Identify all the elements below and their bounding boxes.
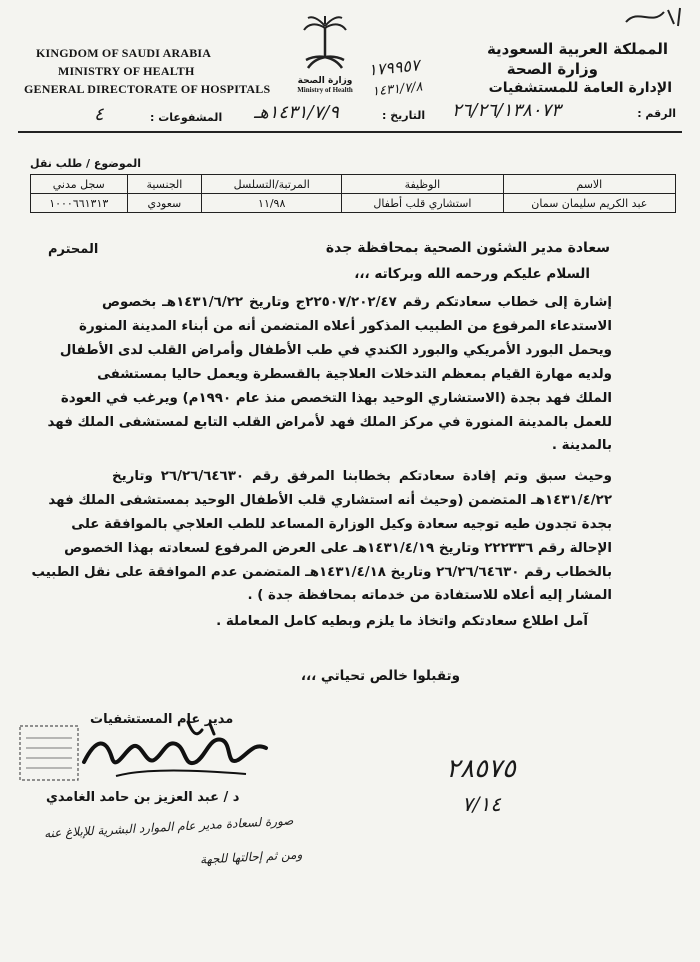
paragraph-1-line: الاستدعاء المرفوع من الطبيب المذكور أعلاه المتضمن أنه من أبناء المدينة المنورة	[79, 319, 612, 334]
header-ar-kingdom: المملكة العربية السعودية	[486, 40, 668, 58]
table-cell-civil-id: ١٠٠٠٦٦١٣١٣	[31, 194, 128, 213]
table-header-row	[31, 175, 676, 194]
paragraph-1-line: الملك فهد بجدة (الاستشاري الوحيد بهذا التخصص منذ عام ١٩٩٠م) ويرغب في العودة	[60, 391, 612, 406]
paragraph-3-line: آمل اطلاع سعادتكم واتخاذ ما يلزم وبطيه كامل المعاملة .	[216, 614, 588, 629]
attachments-label: المشفوعات :	[150, 111, 223, 124]
table-header-cell: المرتبة/التسلسل	[202, 175, 342, 194]
paragraph-1-line: إشارة إلى خطاب سعادتكم رقم ٢٢٥٠٧/٢٠٢/٤٧ج وتاريخ ١٤٣١/٦/٢٢هـ بخصوص	[102, 295, 612, 310]
logo-en-caption: Ministry of Health	[297, 86, 353, 94]
table-header-cell: الوظيفة	[342, 175, 504, 194]
table-cell-name: عبد الكريم سليمان سمان	[503, 194, 675, 213]
letter-greeting: السلام عليكم ورحمه الله وبركاته ،،،	[354, 266, 590, 282]
paragraph-1-line: ويحمل البورد الأمريكي والبورد الكندي في طب الأطفال وأمراض القلب لدى الأطفال	[59, 343, 612, 358]
signatory-name: د / عبد العزيز بن حامد الغامدي	[46, 790, 240, 805]
date-label: التاريخ :	[382, 109, 426, 122]
attachments-value: ٤	[94, 104, 104, 125]
letter-honorific: المحترم	[48, 242, 99, 257]
table-row	[31, 194, 676, 213]
paragraph-1-last-line: بالمدينة .	[551, 438, 612, 453]
table-cell-nationality: سعودي	[127, 194, 202, 213]
ref-value: ٢٦/٢٦/١٣٨٠٧٣	[452, 100, 561, 121]
corner-scribble-icon	[618, 4, 688, 30]
paragraph-1-line: ولديه مهارة القيام بمعظم التدخلات العلاجية بالقسطرة ويعمل حاليا بمستشفى	[97, 367, 612, 382]
letter-closing: وتقبلوا خالص تحياتي ،،،	[300, 668, 460, 684]
table-header-cell: الاسم	[503, 175, 675, 194]
date-value: ١٤٣١/٧/٩هـ	[254, 102, 339, 123]
paragraph-2-line: بجدة تجدون طيه توجيه سعادة وكيل الوزارة المساعد للطب العلاجي بالموافقة على	[71, 517, 612, 532]
handwritten-incoming-date: ١٤٣١/٧/٨	[371, 79, 424, 100]
table-cell-rank: ١١/٩٨	[202, 194, 342, 213]
paragraph-2-line: وحيث سبق وتم إفادة سعادتكم بخطابنا المرفق رقم ٢٦/٢٦/٦٤٦٣٠ وتاريخ	[112, 469, 612, 484]
paragraph-2-line: بالخطاب رقم ٢٦/٢٦/٦٤٦٣٠ وتاريخ ١٤٣١/٤/١٨هـ المتضمن عدم الموافقة على نقل الطبيب	[31, 565, 612, 580]
header-en-ministry: MINISTRY OF HEALTH	[58, 64, 195, 78]
subject-line: الموضوع / طلب نقل	[30, 157, 142, 170]
ministry-logo	[290, 14, 360, 94]
table-header-cell: سجل مدني	[31, 175, 128, 194]
handwritten-file-date: ٧/١٤	[462, 792, 501, 816]
paragraph-1-line: للعمل بالمدينة المنورة في مركز الملك فهد لأمراض القلب التابع لمستشفى الملك فهد	[47, 415, 612, 430]
header-en-kingdom: KINGDOM OF SAUDI ARABIA	[36, 46, 212, 60]
header-en-directorate: GENERAL DIRECTORATE OF HOSPITALS	[24, 82, 271, 96]
handwritten-incoming-number: ١٧٩٩٥٧	[367, 55, 421, 80]
handwritten-note-line-1: صورة لسعادة مدير عام الموارد البشرية للإبلاغ عنه	[43, 813, 294, 841]
table-cell-job: استشاري قلب أطفال	[342, 194, 504, 213]
logo-ar-caption: وزارة الصحة	[297, 76, 353, 86]
official-stamp-icon	[14, 722, 84, 784]
ref-label: الرقم :	[637, 107, 676, 120]
paragraph-2-line: ١٤٣١/٤/٢٢هـ المتضمن (وحيث أنه استشاري قلب الأطفال الوحيد بمستشفى الملك فهد	[48, 493, 612, 508]
employee-info-table	[30, 174, 676, 213]
table-header-cell: الجنسية	[127, 175, 202, 194]
signatory-title: مدير عام المستشفيات	[90, 712, 234, 727]
letter-addressee: سعادة مدير الشئون الصحية بمحافظة جدة	[325, 240, 610, 256]
header-ar-directorate: الإدارة العامة للمستشفيات	[488, 80, 672, 96]
paragraph-2-line: الإحالة رقم ٢٢٢٣٣٦ وتاريخ ١٤٣١/٤/١٩هـ على العرض المرفوع لسعادته بهذا الخصوص	[64, 541, 612, 556]
header-ar-ministry: وزارة الصحة	[506, 60, 598, 78]
header-divider	[18, 131, 682, 133]
palm-swords-emblem-icon	[302, 14, 348, 76]
handwritten-file-number: ٢٨٥٧٥	[446, 754, 516, 784]
handwritten-signature-icon	[76, 718, 276, 788]
handwritten-note-line-2: ومن ثم إحالتها للجهة	[199, 847, 303, 867]
paragraph-2-last-line: المشار إليه أعلاه للاستفادة من خدماته بمحافظة جدة ) .	[247, 588, 612, 603]
